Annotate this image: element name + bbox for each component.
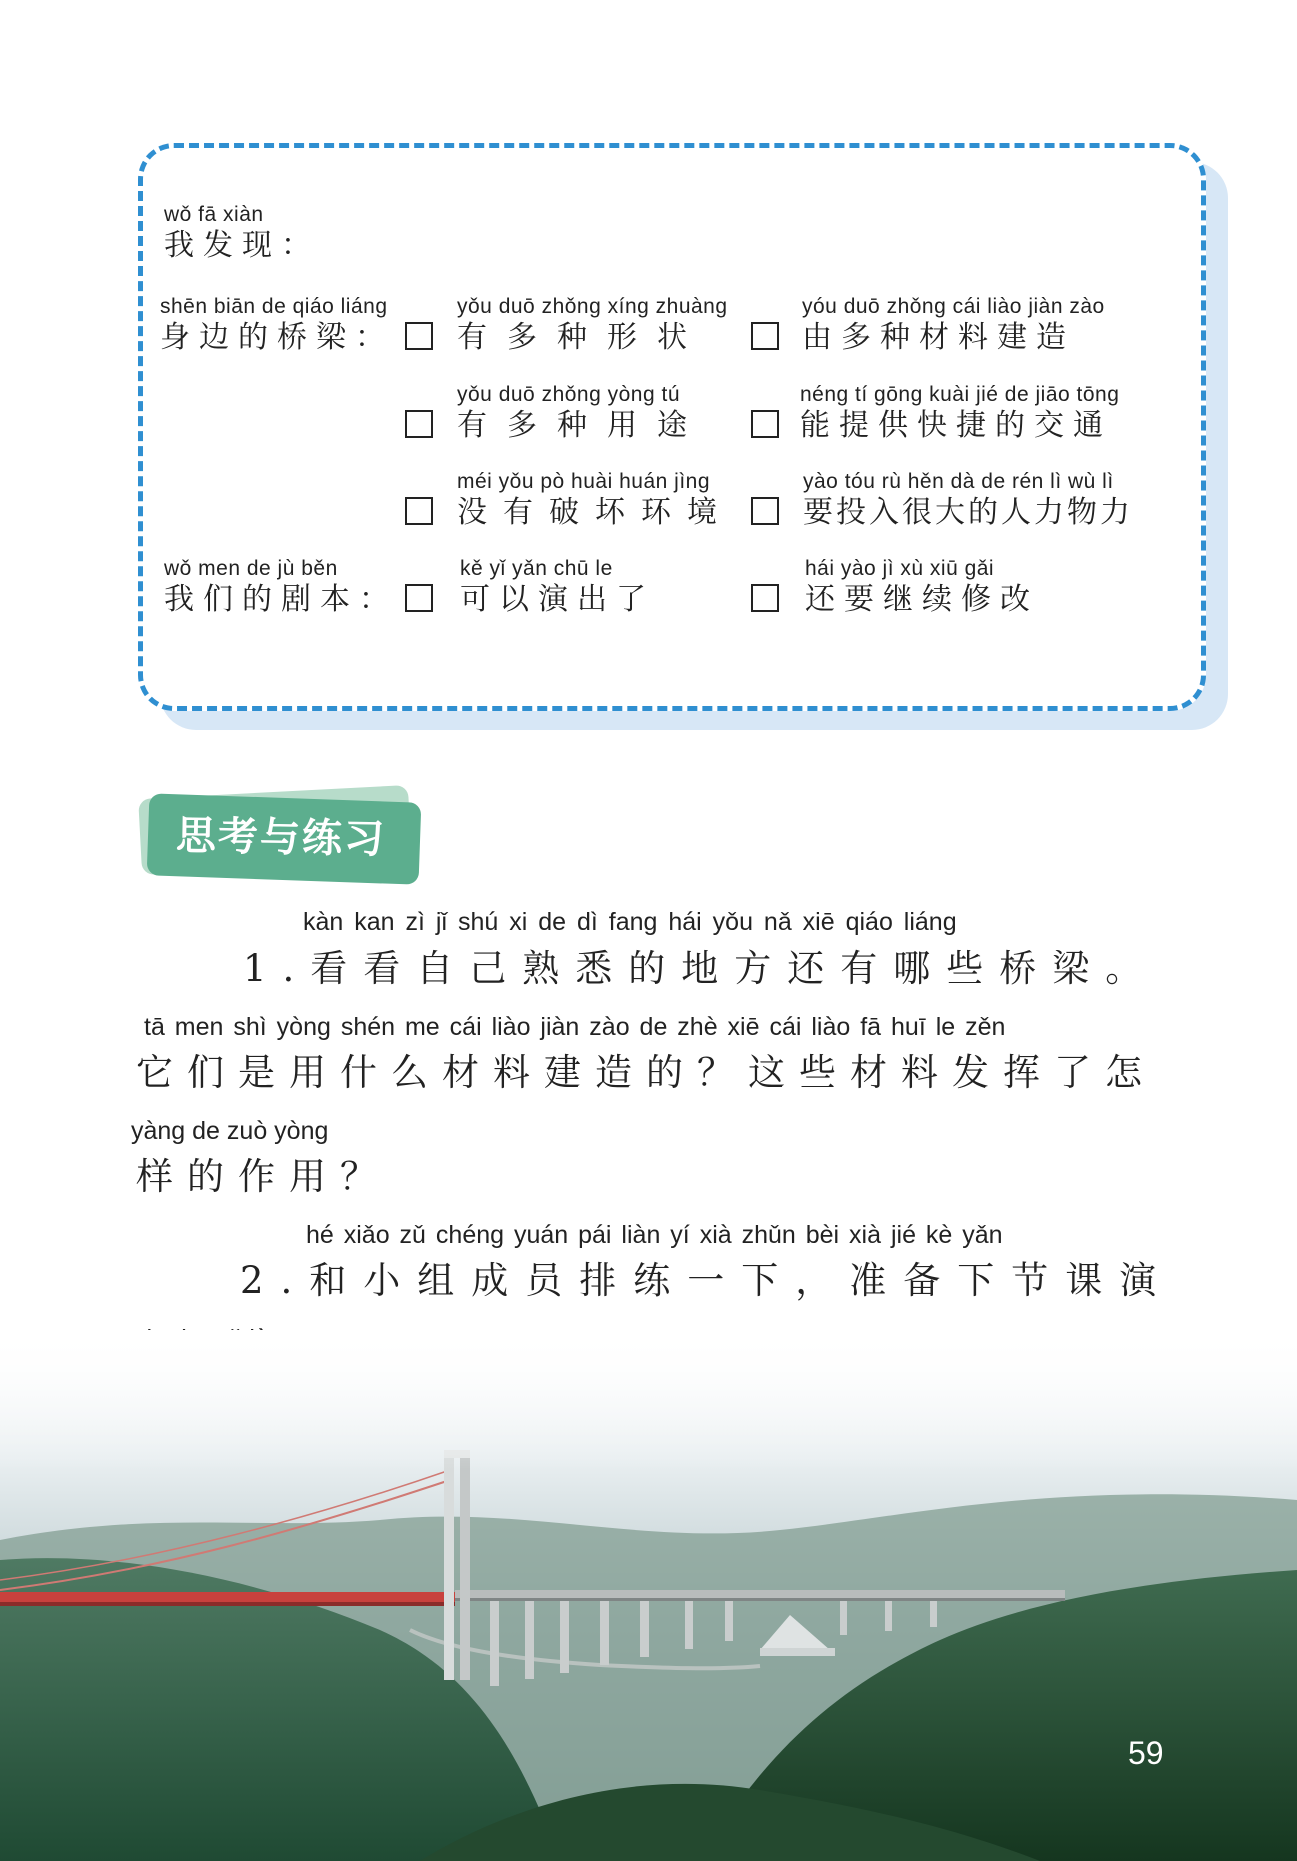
checkbox-opt3[interactable]: [405, 410, 433, 438]
option-materials: yóu duō zhǒng cái liào jiàn zào 由多种材料建造: [802, 295, 1105, 355]
q1-line1-pinyin: kàn kan zì jǐ shú xi de dì fang hái yǒu nǎ xiē qiáo liáng: [303, 908, 957, 936]
checkbox-opt2[interactable]: [751, 322, 779, 350]
checkbox-opt1[interactable]: [405, 322, 433, 350]
bridge-photo: [0, 1330, 1297, 1861]
option-shapes: yǒu duō zhǒng xíng zhuàng 有多种形状: [457, 295, 728, 355]
checkbox-opt7[interactable]: [405, 584, 433, 612]
checkbox-opt5[interactable]: [405, 497, 433, 525]
discover-heading: wǒ fā xiàn 我发现：: [164, 203, 320, 263]
q1-line3-text: 样的作用？: [136, 1155, 391, 1198]
option-ready: kě yǐ yǎn chū le 可以演出了: [460, 557, 655, 617]
q1-line2-pinyin: tā men shì yòng shén me cái liào jiàn zào de zhè xiē cái liào fā huī le zěn: [144, 1013, 1006, 1041]
page-number: 59: [1128, 1735, 1164, 1771]
option-environment: méi yǒu pò huài huán jìng 没有破坏环境: [457, 470, 733, 530]
option-uses: yǒu duō zhǒng yòng tú 有多种用途: [457, 383, 707, 443]
section-title: 思考与练习: [175, 812, 387, 863]
option-traffic: néng tí gōng kuài jié de jiāo tōng 能提供快捷的交通: [800, 383, 1120, 443]
script-label: wǒ men de jù běn 我们的剧本：: [164, 557, 398, 617]
checkbox-opt8[interactable]: [751, 584, 779, 612]
checkbox-opt6[interactable]: [751, 497, 779, 525]
q1-line1-text: 1.看看自己熟悉的地方还有哪些桥梁。: [243, 947, 1159, 990]
q1-line2-text: 它们是用什么材料建造的？这些材料发挥了怎: [136, 1051, 1156, 1094]
q2-line1-pinyin: hé xiǎo zǔ chéng yuán pái liàn yí xià zhǔn bèi xià jié kè yǎn: [306, 1221, 1003, 1249]
bridge-photo-illustration: [0, 1330, 1297, 1861]
option-revise: hái yào jì xù xiū gǎi 还要继续修改: [805, 557, 1039, 617]
bridges-label: shēn biān de qiáo liáng 身边的桥梁：: [160, 295, 394, 355]
q2-line1-text: 2.和小组成员排练一下，准备下节课演: [240, 1259, 1174, 1302]
q1-line3-pinyin: yàng de zuò yòng: [131, 1117, 329, 1145]
checkbox-opt4[interactable]: [751, 410, 779, 438]
option-manpower: yào tóu rù hěn dà de rén lì wù lì 要投入很大的人力物力: [803, 470, 1133, 530]
